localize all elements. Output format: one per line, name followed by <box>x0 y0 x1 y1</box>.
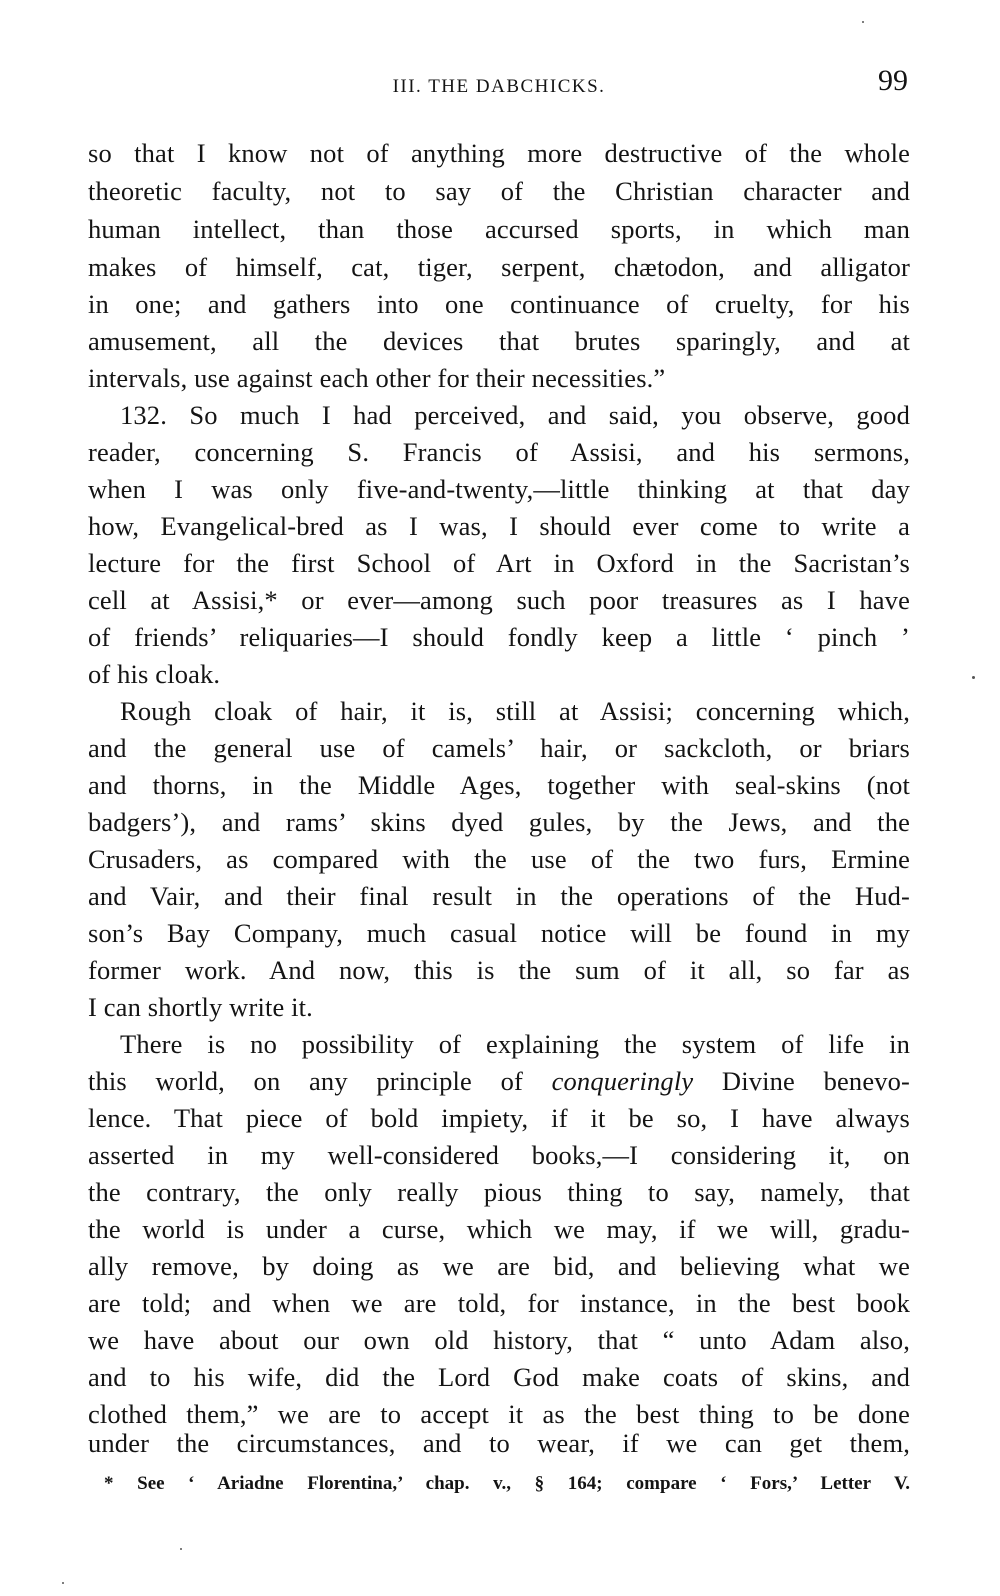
scan-speck <box>972 676 975 679</box>
text-line: the contrary, the only really pious thing to say, namely, that <box>88 1177 910 1207</box>
running-head <box>88 64 910 108</box>
text-line: in one; and gathers into one continuance of cruelty, for his <box>88 289 910 319</box>
text-line: I can shortly write it. <box>88 992 313 1022</box>
text-line: lence. That piece of bold impiety, if it be so, I have always <box>88 1103 910 1133</box>
text-span: Divine benevo- <box>721 1066 911 1096</box>
footnote: * See ‘ Ariadne Florentina,’ chap. v., § 164; compare ‘ Fors,’ Letter V. <box>104 1473 910 1494</box>
text-line: we have about our own old history, that “ unto Adam also, <box>88 1325 910 1355</box>
text-line: Rough cloak of hair, it is, still at Assisi; concerning which, <box>120 696 910 726</box>
text-line: and Vair, and their final result in the operations of the Hud- <box>88 881 910 911</box>
text-line: are told; and when we are told, for instance, in the best book <box>88 1288 910 1318</box>
scan-speck <box>180 1548 182 1550</box>
text-line: former work. And now, this is the sum of it all, so far as <box>88 955 910 985</box>
text-line: makes of himself, cat, tiger, serpent, chætodon, and alligator <box>88 252 910 282</box>
scan-speck <box>62 1582 64 1584</box>
text-line: son’s Bay Company, much casual notice will be found in my <box>88 918 910 948</box>
text-line: so that I know not of anything more destructive of the whole <box>88 138 910 168</box>
text-line: and the general use of camels’ hair, or sackcloth, or briars <box>88 733 910 763</box>
text-span: this world, on any principle of <box>88 1066 523 1096</box>
page-number: 99 <box>878 64 908 97</box>
text-line: 132. So much I had perceived, and said, you observe, good <box>120 400 910 430</box>
text-line: theoretic faculty, not to say of the Christian character and <box>88 176 910 206</box>
text-line: reader, concerning S. Francis of Assisi, and his sermons, <box>88 437 910 467</box>
text-line: cell at Assisi,* or ever—among such poor treasures as I have <box>88 585 910 615</box>
running-title: III. THE DABCHICKS. <box>392 76 606 97</box>
text-line <box>88 1062 910 1100</box>
text-line: ally remove, by doing as we are bid, and believing what we <box>88 1251 910 1281</box>
scan-speck <box>862 21 864 23</box>
text-line: badgers’), and rams’ skins dyed gules, by the Jews, and the <box>88 807 910 837</box>
text-line: the world is under a curse, which we may, if we will, gradu- <box>88 1214 910 1244</box>
text-line: Crusaders, as compared with the use of the two furs, Ermine <box>88 844 910 874</box>
text-line: lecture for the first School of Art in Oxford in the Sacristan’s <box>88 548 910 578</box>
text-line: and thorns, in the Middle Ages, together with seal-skins (not <box>88 770 910 800</box>
emphasis-word: conqueringly <box>551 1066 694 1096</box>
text-line: amusement, all the devices that brutes sparingly, and at <box>88 326 910 356</box>
text-line: asserted in my well-considered books,—I considering it, on <box>88 1140 910 1170</box>
text-line: There is no possibility of explaining the system of life in <box>120 1029 910 1059</box>
text-line: of friends’ reliquaries—I should fondly keep a little ‘ pinch ’ <box>88 622 910 652</box>
text-line: how, Evangelical-bred as I was, I should ever come to write a <box>88 511 910 541</box>
text-line: under the circumstances, and to wear, if we can get them, <box>88 1428 910 1458</box>
text-line: when I was only five-and-twenty,—little thinking at that day <box>88 474 910 504</box>
text-line: human intellect, than those accursed sports, in which man <box>88 214 910 244</box>
text-line: clothed them,” we are to accept it as the best thing to be done <box>88 1399 910 1429</box>
text-line: and to his wife, did the Lord God make coats of skins, and <box>88 1362 910 1392</box>
text-line: of his cloak. <box>88 659 221 689</box>
text-line: intervals, use against each other for their necessities.” <box>88 363 666 393</box>
